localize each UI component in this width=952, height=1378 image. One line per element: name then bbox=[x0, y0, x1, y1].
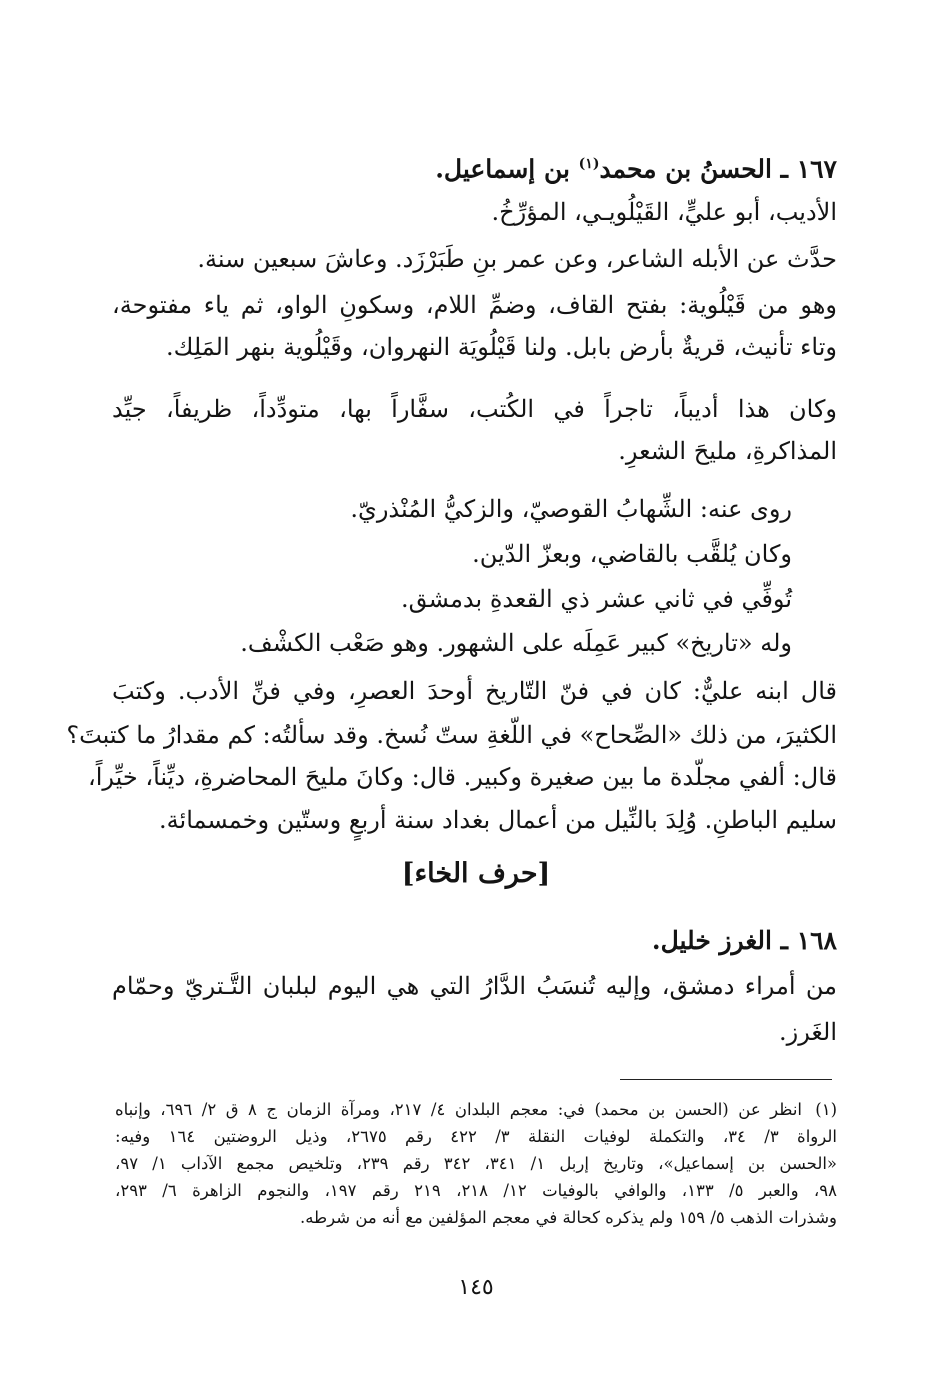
entry-167-heading bbox=[435, 145, 837, 188]
footnote-marker: (١) bbox=[578, 156, 600, 172]
entry-167-line: وهو من قَيْلُوية: بفتح القاف، وضمِّ اللام، وسكونِ الواو، ثم ياء مفتوحة، bbox=[112, 291, 837, 319]
section-title: [حرف الخاء] bbox=[401, 858, 551, 889]
entry-168-heading: ١٦٨ ـ الغرز خليل. bbox=[651, 926, 837, 955]
entry-167-line: روى عنه: الشِّهابُ القوصيّ، والزكيُّ المُنْذريّ. bbox=[350, 495, 792, 523]
entry-167-line: وله «تاريخ» كبير عَمِلَه على الشهور. وهو صَعْب الكشْف. bbox=[240, 629, 792, 657]
footnote-line: انظر عن (الحسن بن محمد) في: معجم البلدان ٤/ ٢١٧، ومرآة الزمان ج ٨ ق ٢/ ٦٩٦، وإنباه bbox=[115, 1100, 802, 1119]
page-number: ١٤٥ bbox=[458, 1275, 494, 1300]
footnote-line: وشذرات الذهب ٥/ ١٥٩ ولم يذكره كحالة في معجم المؤلفين مع أنه من شرطه. bbox=[299, 1208, 837, 1227]
entry-167-line: وكان هذا أديباً، تاجراً في الكُتب، سفَّاراً بها، متودِّداً، ظريفاً، جيِّد bbox=[112, 395, 837, 423]
footnote-divider bbox=[620, 1079, 832, 1080]
entry-167-heading-post: بن إسماعيل. bbox=[435, 154, 579, 184]
entry-167-line: قال ابنه عليٌّ: كان في فنّ التّاريخ أوحدَ العصرِ، وفي فنِّ الأدب. وكتبَ bbox=[112, 677, 837, 705]
entry-168-line: الغَرز. bbox=[778, 1018, 837, 1046]
footnote-line: ٩٨، والعبر ٥/ ١٣٣، والوافي بالوفيات ١٢/ ٢١٨، ٢١٩ رقم ١٩٧، والنجوم الزاهرة ٦/ ٢٩٣، bbox=[115, 1181, 837, 1200]
footnote-number: (١) bbox=[815, 1100, 837, 1119]
footnote-line: «الحسن بن إسماعيل»، وتاريخ إربل ١/ ٣٤١، ٣٤٢ رقم ٢٣٩، وتلخيص مجمع الآداب ١/ ٩٧، bbox=[115, 1154, 838, 1173]
entry-167-line: وتاء تأنيث، قريةٌ بأرض بابل. ولنا قَيْلُويَة النهروان، وقَيْلُوية بنهر المَلِك. bbox=[165, 333, 837, 361]
entry-167-heading-pre: ١٦٧ ـ الحسنُ بن محمد bbox=[599, 154, 837, 184]
entry-167-line: وكان يُلقَّب بالقاضي، وبعزّ الدّين. bbox=[472, 540, 792, 568]
entry-167-line: الأديب، أبو عليٍّ، القَيْلُويـي، المؤرِّخُ. bbox=[491, 198, 837, 226]
entry-167-line: قال: ألفي مجلّدة ما بين صغيرة وكبير. قال: وكانَ مليحَ المحاضرةِ، ديِّناً، خيِّراً، bbox=[88, 763, 837, 791]
entry-167-line: سليم الباطنِ. وُلِدَ بالنِّيل من أعمال بغداد سنة أربعٍ وستّين وخمسمائة. bbox=[159, 806, 837, 834]
entry-167-line: تُوفِّي في ثاني عشر ذي القعدةِ بدمشق. bbox=[401, 585, 792, 613]
entry-167-line: المذاكرةِ، مليحَ الشعرِ. bbox=[618, 437, 837, 465]
entry-167-line: حدَّث عن الأبله الشاعر، وعن عمر بنِ طَبَرْزَد. وعاشَ سبعين سنة. bbox=[197, 245, 837, 273]
entry-168-line: من أمراء دمشق، وإليه تُنسَبُ الدَّارُ التي هي اليوم لبلبان التَّـتريّ وحمّام bbox=[112, 972, 837, 1000]
footnote-line: الرواة ٣/ ٣٤، والتكملة لوفيات النقلة ٣/ ٤٢٢ رقم ٢٦٧٥، وذيل الروضتين ١٦٤ وفيه: bbox=[115, 1127, 837, 1146]
entry-167-line: الكثيرَ، من ذلك «الصِّحاح» في اللّغةِ ستّ نُسخ. وقد سألتُه: كم مقدارُ ما كتبتَ؟ bbox=[66, 721, 837, 749]
